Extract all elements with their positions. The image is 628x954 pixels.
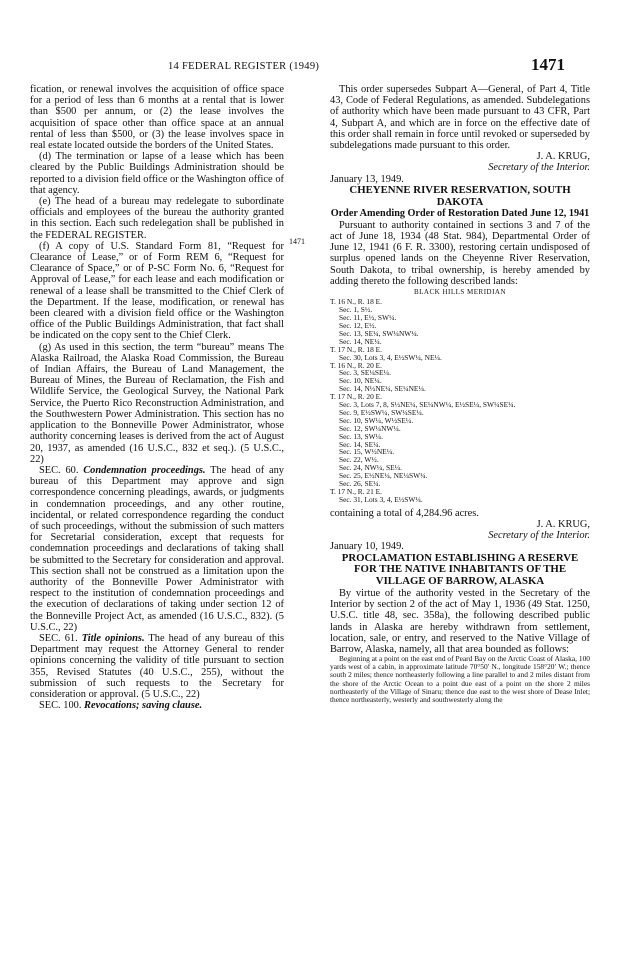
paragraph-supersedes: This order supersedes Subpart A—General, of Part 4, Title 43, Code of Federal Regulations, as amended. Subdelegations of authority which have been made pursuant to 43 CFR, Part 4, Subpart A, and which are in force on the effective date of this order shall remain in force until revoked or superseded by subdelegations made pursuant to this order. (330, 84, 590, 152)
land-section-line: Sec. 13, SE¼, SW¼NW¼. (339, 328, 419, 338)
section-61 (30, 633, 284, 700)
land-section-line: Sec. 26, SE¼. (339, 479, 381, 489)
land-section-line: Sec. 22, W½. (339, 455, 379, 465)
land-section-line: Sec. 1, S½. (339, 305, 373, 315)
paragraph-e-redelegate: (e) The head of a bureau may redelegate to subordinate officials and employees of the bureau the authority granted in this section. Each such redelegation shall be published in the FEDERAL REGISTER. (30, 196, 284, 241)
land-section-line: Sec. 3, SE¼SE¼. (339, 368, 391, 378)
order-date-2: January 10, 1949. (330, 541, 404, 553)
running-title: 14 FEDERAL REGISTER (1949) (168, 61, 320, 72)
boundary-description: Beginning at a point on the east end of Peard Bay on the Arctic Coast of Alaska, 100 yards west of a cabin, in approximate latitude 70°50′ N., longitude 158°20′ W.; thence south 2 miles; thence northeasterly following a line parallel to and 2 miles distant from the shore of the Arctic Ocean to a point due east of a point on the shore 2 miles northeasterly of the Village of Sinaru; thence due east to the west shore of Dease Inlet; thence northeasterly, westerly and southwesterly along the (330, 654, 590, 704)
land-section-line: Sec. 15, W½NE¼. (339, 447, 395, 457)
paragraph-g-bureau: (g) As used in this section, the term “bureau” means The Alaska Railroad, the Alaska Road Commission, the Bureau of Indian Affairs, the Bureau of Land Management, the Bureau of Mines, the Bureau of Reclamation, the Fish and Wildlife Service, the Geological Survey, the National Park Service, the Puerto Rico Reconstruction Administration, and the Southwestern Power Administration. This section has no application to the Bonneville Power Administrator, whose authority concerning leases is derived from the act of August 20, 1937, as amended (16 U.S.C., 832 et seq.). (5 U.S.C., 22) (30, 341, 284, 465)
land-section-line: Sec. 25, E½NE¼, NE¼SW¼. (339, 471, 428, 481)
right-column (330, 84, 590, 704)
heading-proclamation: PROCLAMATION ESTABLISHING A RESERVE FOR THE NATIVE INHABITANTS OF THE VILLAGE OF BARROW, ALASKA (341, 551, 579, 588)
land-section-line: Sec. 31, Lots 3, 4, E½SW¼. (339, 494, 423, 504)
land-township-line: T. 17 N., R. 18 E. (330, 344, 383, 354)
land-township-line: T. 16 N., R. 18 E. (330, 297, 383, 307)
land-section-line: Sec. 12, E½. (339, 320, 377, 330)
margin-page-number: 1471 (289, 237, 305, 246)
section-60 (30, 465, 284, 633)
page-header (0, 55, 628, 79)
order-date: January 13, 1949. (330, 173, 404, 185)
paragraph-lease-fication: fication, or renewal involves the acquisition of office space for a period of less than 6 months at a rental that is lower than $500 per annum, or (2) the lease involves the acquisition of space other than office space at an annual rental of less than $500, or (3) the lease involves space in real estate located outside the borders of the United States. (30, 84, 284, 152)
meridian-label: BLACK HILLS MERIDIAN (413, 288, 507, 297)
heading-cheyenne: CHEYENNE RIVER RESERVATION, SOUTH DAKOTA (349, 183, 571, 208)
land-list (330, 298, 590, 504)
section-100 (30, 700, 284, 711)
land-section-line: Sec. 13, SW¼. (339, 431, 383, 441)
signature-title: Secretary of the Interior. (488, 162, 590, 174)
section-61-text: The head of any bureau of this Department may request the Attorney General to render opinions concerning the validity of title pursuant to section 355, Revised Statutes (40 U.S.C., 255), without the submission of such requests to the Secretary for consideration or approval. (5 U.S.C., 22) (30, 632, 284, 700)
signature-title-2: Secretary of the Interior. (488, 530, 590, 542)
land-section-line: Sec. 10, SW¼, W½SE¼. (339, 415, 414, 425)
land-section-line: Sec. 10, NE¼. (339, 376, 382, 386)
land-section-line: Sec. 11, E½, SW¼. (339, 313, 397, 323)
signature-name: J. A. KRUG, (536, 151, 590, 163)
section-61-title: Title opinions. (81, 632, 145, 644)
paragraph-cheyenne: Pursuant to authority contained in sections 3 and 7 of the act of June 18, 1934 (48 Stat. 984), Departmental Order of June 12, 1941 (6 F. R. 3300), restoring certain undisposed of surplus opened lands on the Cheyenne River Reservation, South Dakota, to tribal ownership, is hereby amended by adding thereto the following described lands: (330, 219, 590, 287)
land-section-line: Sec. 30, Lots 3, 4, E½SW¼, NE¼. (339, 352, 442, 362)
land-township-line: T. 17 N., R. 20 E. (330, 392, 383, 402)
left-column (30, 84, 284, 711)
land-section-line: Sec. 14, N½NE¼, SE¼NE¼. (339, 384, 426, 394)
section-60-title: Condemnation proceedings. (83, 464, 206, 476)
section-100-title: Revocations; saving clause. (84, 700, 203, 712)
section-60-number: SEC. 60. (39, 464, 79, 476)
signature-name-2: J. A. KRUG, (536, 519, 590, 531)
paragraph-d-termination: (d) The termination or lapse of a lease which has been cleared by the Public Buildings Administration should be reported to a division field office or the Washington office of that agency. (30, 151, 284, 196)
land-section-line: Sec. 9, E½SW¼, SW¼SE¼. (339, 407, 424, 417)
page-number: 1471 (531, 55, 565, 74)
land-section-line: Sec. 14, SE¼. (339, 439, 381, 449)
land-township-line: T. 16 N., R. 20 E. (330, 360, 383, 370)
subheading-cheyenne: Order Amending Order of Restoration Dated June 12, 1941 (330, 208, 590, 220)
land-section-line: Sec. 12, SW¼NW¼. (339, 423, 401, 433)
paragraph-proclamation: By virtue of the authority vested in the Secretary of the Interior by section 2 of the act of May 1, 1936 (49 Stat. 1250, U.S.C. title 48, sec. 358a), the following described public lands in Alaska are hereby withdrawn from settlement, location, sale, or entry, and reserved to the Native Village of Barrow, Alaska, namely, all that area bounded as follows: (330, 588, 590, 656)
paragraph-f-copy: (f) A copy of U.S. Standard Form 81, “Request for Clearance of Lease,” or of Form REM 6, “Request for Clearance of Space,” or of P-SC Form No. 6, “Request for Approval of Lease,” for each lease and each modification or renewal of a lease shall be transmitted to the Chief Clerk of the Department. If the lease, modification, or renewal has been cleared with a division field office or the Washington office of the Public Buildings Administration, that fact shall be indicated on the copy sent to the Chief Clerk. (30, 240, 284, 342)
land-township-line: T. 17 N., R. 21 E. (330, 487, 383, 496)
land-section-line: Sec. 14, NE¼. (339, 336, 382, 346)
section-60-text: The head of any bureau of this Department may approve and sign correspondence concerning pleadings, awards, or judgments in condemnation proceedings, and any other routine, incidental, or related correspondence regarding the conduct of such proceedings, without the submission of such matters for Secretarial consideration, except that requests for condemnation proceedings and declarations of taking shall be submitted to the Secretary for consideration and approval. This section shall not be construed as a limitation upon the authority of the Bonneville Power Administrator with respect to the institution of condemnation proceedings and the execution of declarations of taking under section 12 of the Bonneville Project Act, as amended (16 U.S.C., 832). (5 U.S.C., 22) (30, 464, 284, 633)
section-100-number: SEC. 100. (39, 700, 82, 712)
total-acres: containing a total of 4,284.96 acres. (330, 507, 479, 519)
land-section-line: Sec. 3, Lots 7, 8, S½NE¼, SE¼NW¼, E½SE¼, SW¼SE¼. (339, 400, 516, 410)
section-61-number: SEC. 61. (39, 632, 78, 644)
land-section-line: Sec. 24, NW¼, SE¼. (339, 463, 403, 473)
